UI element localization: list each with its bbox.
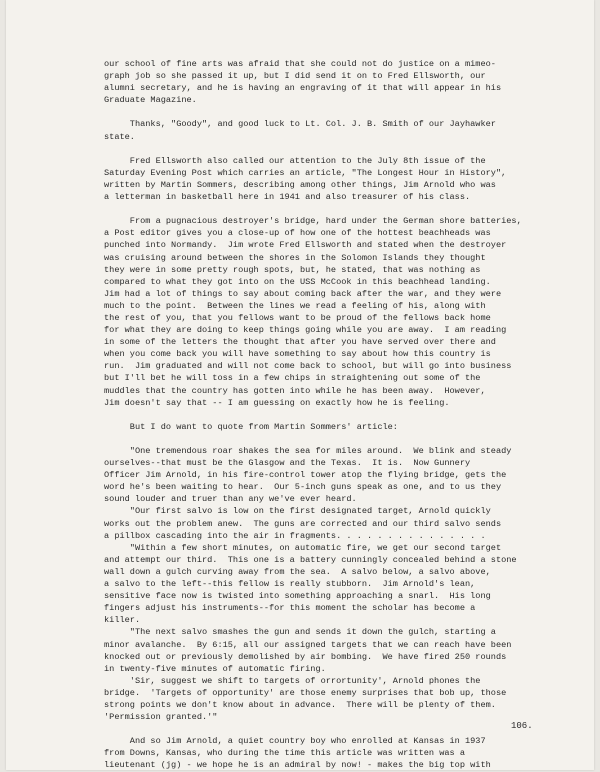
text-line: our school of fine arts was afraid that she could not do justice on a mimeo- [104,59,496,69]
text-line: Graduate Magazine. [104,95,197,106]
text-line: was cruising around between the shores in the Solomon Islands they thought [104,252,486,263]
text-line: written by Martin Sommers, describing among other things, Jim Arnold who was [104,179,496,190]
text-line: minor avalanche. By 6:15, all our assigned targets that we can reach have been [104,639,512,650]
text-line: punched into Normandy. Jim wrote Fred Ellsworth and stated when the destroyer [104,240,507,251]
text-line: "One tremendous roar shakes the sea for miles around. We blink and steady [104,446,512,456]
text-line: state. [104,131,135,142]
text-line: a Post editor gives you a close-up of how one of the hottest beachheads was [104,228,491,239]
text-line: in twenty-five minutes of automatic firing. [104,663,326,674]
paragraph-gap [104,433,556,445]
text-line: much to the point. Between the lines we read a feeling of his, along with [104,300,486,311]
text-line: Saturday Evening Post which carries an article, "The Longest Hour in History", [104,167,507,178]
paragraph [104,445,556,723]
text-line: they were in some pretty rough spots, but, he stated, that was nothing as [104,264,481,275]
text-line: But I do want to quote from Martin Sommers' article: [104,421,398,432]
text-line: "The next salvo smashes the gun and sends it down the gulch, starting a [104,627,496,638]
text-line: From a pugnacious destroyer's bridge, hard under the German shore batteries, [104,216,522,227]
paragraph [104,118,556,142]
text-line: a letterman in basketball here in 1941 and also treasurer of his class. [104,192,471,203]
paragraph [104,58,556,106]
text-line: strong points we don't know about in advance. There will be plenty of them. [104,699,496,710]
text-line: Jim had a lot of things to say about coming back after the war, and they were [104,288,502,299]
text-line: sensitive face now is twisted into something approaching a snarl. His long [104,591,491,602]
paragraph-gap [104,723,556,735]
text-line: works out the problem anew. The guns are corrected and our third salvo sends [104,518,502,529]
text-line: from Downs, Kansas, who during the time this article was written was a [104,748,465,759]
text-line: 'Sir, suggest we shift to targets of orrortunity', Arnold phones the [104,675,481,686]
text-line: 'Permission granted.'" [104,712,218,723]
text-line: graph job so she passed it up, but I did send it on to Fred Ellsworth, our [104,71,486,82]
text-line: Officer Jim Arnold, in his fire-control tower atop the flying bridge, gets the [104,470,507,481]
paragraph-gap [104,106,556,118]
text-line: lieutenant (jg) - we hope he is an admiral by now! - makes the big top with [104,760,491,771]
text-line: Fred Ellsworth also called our attention to the July 8th issue of the [104,155,486,166]
text-line: but I'll bet he will toss in a few chips in straightening out some of the [104,373,481,384]
paragraph-gap [104,203,556,215]
text-line: in some of the letters the thought that after you have served over there and [104,337,496,348]
paragraph [104,155,556,203]
text-line: and attempt our third. This one is a battery cunningly concealed behind a stone [104,554,517,565]
paragraph-gap [104,143,556,155]
text-line: ourselves--that must be the Glasgow and the Texas. It is. Now Gunnery [104,458,471,469]
text-line: compared to what they got into on the USS McCook in this beachhead landing. [104,276,491,287]
paragraph [104,421,556,433]
text-line: killer. [104,615,141,626]
text-line: word he's been waiting to hear. Our 5-inch guns speak as one, and to us they [104,482,502,493]
paragraph [104,735,556,771]
text-line: wall down a gulch curving away from the sea. A salvo below, a salvo above, [104,566,491,577]
text-line: "Within a few short minutes, on automatic fire, we get our second target [104,542,502,553]
page-number: 106. [511,721,533,731]
text-line: the rest of you, that you fellows want to be proud of the fellows back home [104,312,491,323]
document-page [6,0,594,770]
text-line: fingers adjust his instruments--for this moment the scholar has become a [104,603,476,614]
text-line: alumni secretary, and he is having an engraving of it that will appear in his [104,83,502,94]
text-line: when you come back you will have something to say about how this country is [104,349,491,360]
text-line: muddles that the country has gotten into while he has been away. However, [104,385,486,396]
text-line: bridge. 'Targets of opportunity' are those enemy surprises that bob up, those [104,687,507,698]
text-line: for what they are doing to keep things going while you are away. I am reading [104,325,507,336]
text-line: run. Jim graduated and will not come back to school, but will go into business [104,361,512,372]
text-line: a pillbox cascading into the air in fragments. . . . . . . . . . . . . . . [104,530,486,541]
paragraph [104,215,556,409]
paragraph-gap [104,409,556,421]
document-body [104,58,556,772]
text-line: Thanks, "Goody", and good luck to Lt. Col. J. B. Smith of our Jayhawker [104,119,496,130]
text-line: sound louder and truer than any we've ever heard. [104,494,357,505]
text-line: Jim doesn't say that -- I am guessing on exactly how he is feeling. [104,397,450,408]
text-line: "Our first salvo is low on the first designated target, Arnold quickly [104,506,491,517]
text-line: And so Jim Arnold, a quiet country boy who enrolled at Kansas in 1937 [104,736,486,747]
text-line: a salvo to the left--this fellow is really stubborn. Jim Arnold's lean, [104,579,476,590]
text-line: knocked out or previously demolished by air bombing. We have fired 250 rounds [104,651,507,662]
